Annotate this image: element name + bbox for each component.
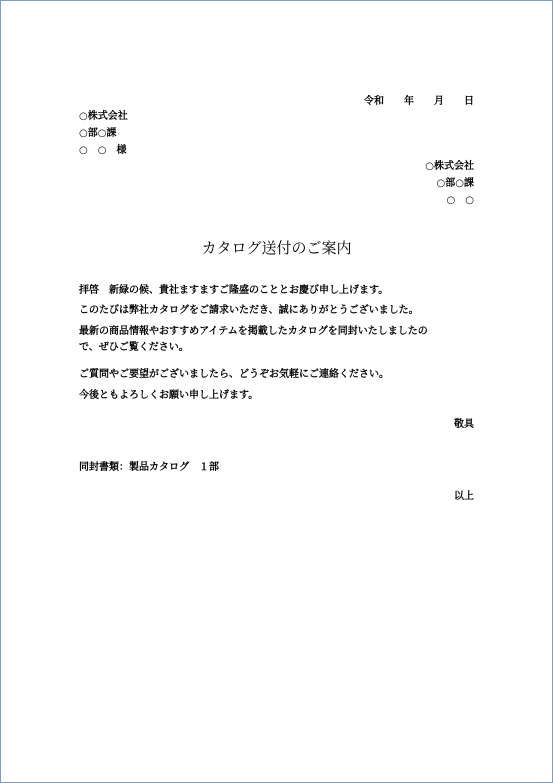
body-line-2: このたびは弊社カタログをご請求いただき、誠にありがとうございました。 [79, 305, 419, 316]
end-mark: 以上 [454, 491, 474, 502]
enclosure-note: 同封書類：製品カタログ １部 [79, 462, 219, 473]
recipient-name: ○ ○ 様 [79, 145, 127, 156]
body-line-5: ご質問やご要望がございましたら、どうぞお気軽にご連絡ください。 [79, 369, 389, 380]
closing-keigu: 敬具 [454, 419, 474, 430]
recipient-company: ○株式会社 [79, 111, 128, 122]
body-line-3: 最新の商品情報やおすすめアイテムを掲載したカタログを同封いたしましたの [79, 326, 428, 337]
sender-name: ○ ○ [446, 195, 474, 206]
recipient-department: ○部○課 [79, 128, 117, 139]
body-line-1: 拝啓 新緑の候、貴社ますますご隆盛のこととお慶び申し上げます。 [79, 285, 389, 296]
body-line-4: で、ぜひご覧ください。 [79, 342, 189, 353]
sender-company: ○株式会社 [425, 161, 474, 172]
sender-department: ○部○課 [436, 178, 474, 189]
letter-date: 令和 年 月 日 [364, 96, 474, 107]
letter-title: カタログ送付のご案内 [201, 239, 352, 257]
body-line-6: 今後ともよろしくお願い申し上げます。 [79, 390, 259, 401]
